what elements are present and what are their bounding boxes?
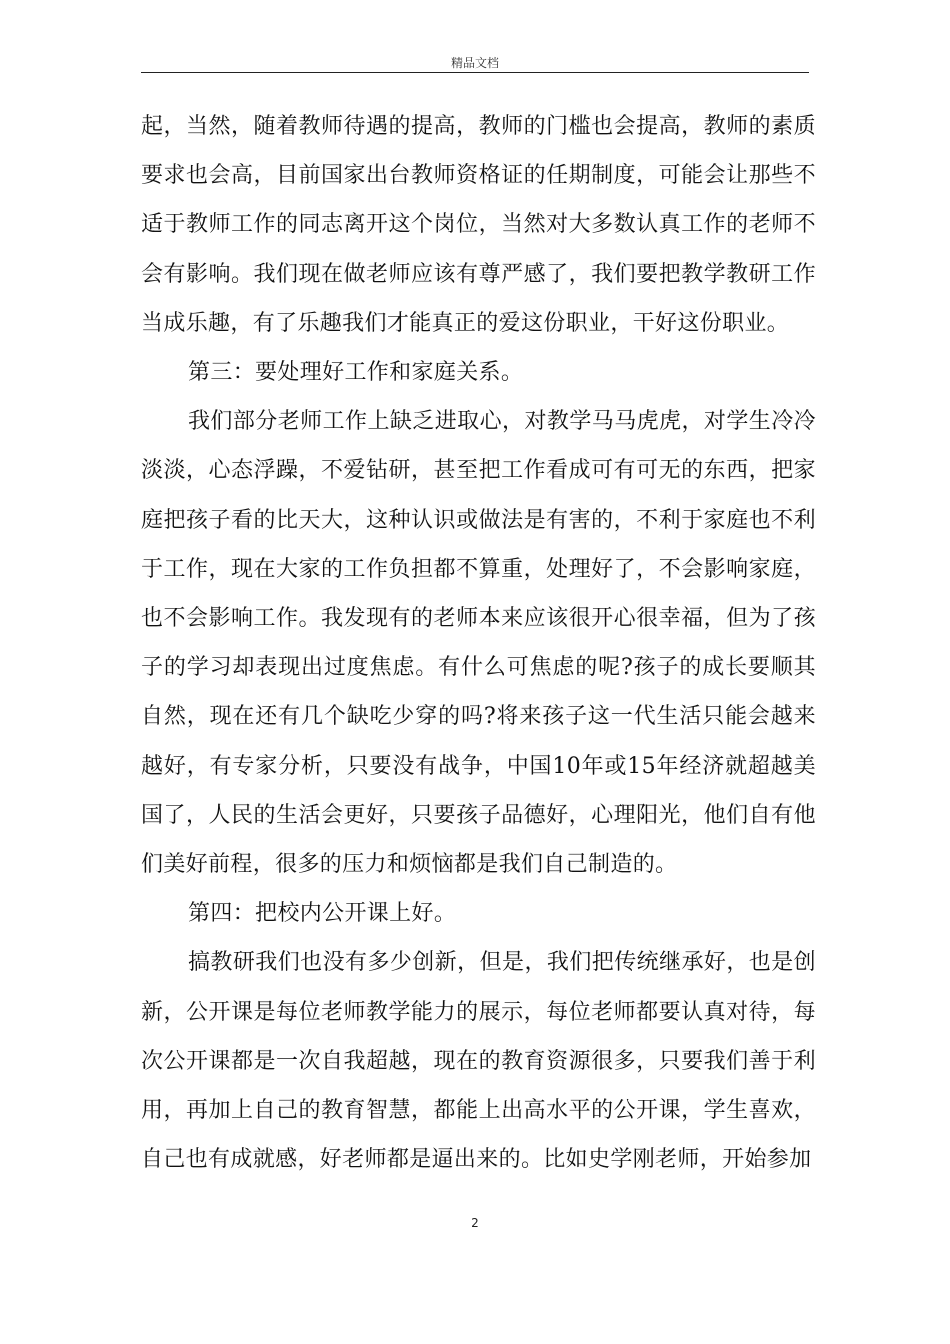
paragraph-open-class: 搞教研我们也没有多少创新，但是，我们把传统继承好，也是创新，公开课是每位老师教学能力的展示，每位老师都要认真对待，每次公开课都是一次自我超越，现在的教育资源很多，只要我们善于利用，再加上自己的教育智慧，都能上出高水平的公开课，学生喜欢，自己也有成就感，好老师都是逼出来的。比如史学刚老师，开始参加 xyxy=(141,950,816,1173)
header-divider xyxy=(141,72,809,73)
page-header: 精品文档 xyxy=(450,56,499,70)
paragraph-work-family: 我们部分老师工作上缺乏进取心，对教学马马虎虎，对学生冷冷淡淡，心态浮躁，不爱钻研，甚至把工作看成可有可无的东西，把家庭把孩子看的比天大，这种认识或做法是有害的，不利于家庭也不利于工作，现在大家的工作负担都不算重，处理好了，不会影响家庭，也不会影响工作。我发现有的老师本来应该很开心很幸福，但为了孩子的学习却表现出过度焦虑。有什么可焦虑的呢?孩子的成长要顺其自然，现在还有几个缺吃少穿的吗?将来孩子这一代生活只能会越来越好，有专家分析，只要没有战争，中国10年或15年经济就超越美国了，人民的生活会更好，只要孩子品德好，心理阳光，他们自有他们美好前程，很多的压力和烦恼都是我们自己制造的。 xyxy=(141,409,816,878)
section-heading-third: 第三：要处理好工作和家庭关系。 xyxy=(188,360,524,386)
document-body xyxy=(141,102,816,1184)
page-number: 2 xyxy=(471,1216,479,1230)
section-heading-fourth: 第四：把校内公开课上好。 xyxy=(188,901,457,927)
paragraph-continuation: 起，当然，随着教师待遇的提高，教师的门槛也会提高，教师的素质要求也会高，目前国家出台教师资格证的任期制度，可能会让那些不适于教师工作的同志离开这个岗位，当然对大多数认真工作的老师不会有影响。我们现在做老师应该有尊严感了，我们要把教学教研工作当成乐趣，有了乐趣我们才能真正的爱这份职业，干好这份职业。 xyxy=(141,114,816,336)
